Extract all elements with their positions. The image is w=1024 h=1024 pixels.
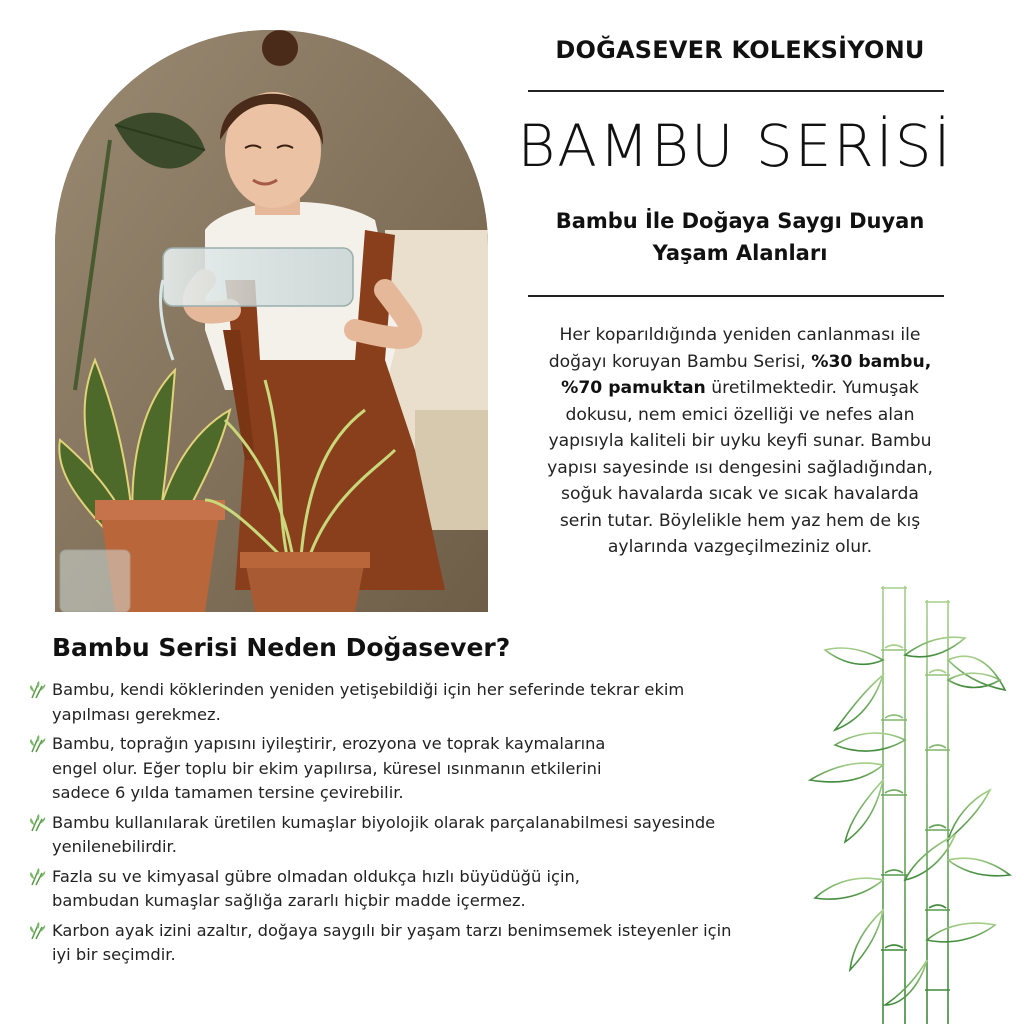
bullet-line: Fazla su ve kimyasal gübre olmadan oldukça hızlı büyüdüğü için, [52, 866, 580, 886]
bullet-line: engel olur. Eğer toplu bir ekim yapılırsa, küresel ısınmanın etkilerini [52, 758, 602, 778]
bullet-line: iyi bir seçimdir. [52, 945, 176, 964]
description-line: Her koparıldığında yeniden canlanması ile [559, 325, 921, 345]
description-line: %70 pamuktan üretilmektedir. Yumuşak [561, 378, 919, 398]
divider-bottom [528, 295, 944, 297]
list-item [28, 919, 828, 968]
bamboo-leaf-icon [28, 813, 48, 833]
benefits-list [28, 678, 828, 973]
hero-photo [55, 30, 488, 612]
list-item [28, 865, 828, 914]
why-section-title: Bambu Serisi Neden Doğasever? [52, 633, 511, 662]
subtitle-line-1: Bambu İle Doğaya Saygı Duyan [555, 209, 925, 233]
bullet-line: yenilenebilirdir. [52, 837, 177, 856]
bullet-line: bambudan kumaşlar sağlığa zararlı hiçbir madde içermez. [52, 891, 526, 910]
description-line: soğuk havalarda sıcak ve sıcak havalarda [561, 484, 919, 504]
list-item [28, 732, 828, 806]
list-item [28, 678, 828, 727]
collection-name: DOĞASEVER KOLEKSİYONU [555, 36, 925, 64]
cotton-percentage: %70 pamuktan [561, 378, 706, 398]
bullet-line: Karbon ayak izini azaltır, doğaya saygılı bir yaşam tarzı benimsemek isteyenler için [52, 920, 732, 940]
bamboo-stalks-illustration [805, 580, 1020, 1024]
subtitle [505, 205, 975, 269]
bamboo-leaf-icon [28, 921, 48, 941]
description-line: doğayı koruyan Bambu Serisi, %30 bambu, [548, 351, 932, 372]
bullet-line: yapılması gerekmez. [52, 704, 221, 724]
bamboo-leaf-icon [28, 867, 48, 887]
bullet-line: Bambu kullanılarak üretilen kumaşlar biyolojik olarak parçalanabilmesi sayesinde [52, 812, 716, 832]
description-paragraph [500, 322, 980, 561]
description-line: dokusu, nem emici özelliği ve nefes alan [565, 404, 915, 425]
bullet-line: Bambu, kendi köklerinden yeniden yetişebildiği için her seferinde tekrar ekim [52, 680, 685, 699]
divider-top [528, 90, 944, 92]
bamboo-leaf-icon [28, 680, 48, 700]
description-line: yapısı sayesinde ısı dengesini sağladığından, [547, 457, 933, 478]
description-line: yapısıyla kaliteli bir uyku keyfi sunar. Bambu [548, 431, 932, 451]
bullet-line: sadece 6 yılda tamamen tersine çevirebilir. [52, 783, 404, 802]
bullet-line: Bambu, toprağın yapısını iyileştirir, erozyona ve toprak kaymalarına [52, 734, 606, 753]
description-line: serin tutar. Böylelikle hem yaz hem de kış [559, 510, 921, 531]
description-line: aylarında vazgeçilmeziniz olur. [607, 537, 873, 557]
bamboo-leaf-icon [28, 734, 48, 754]
list-item [28, 811, 828, 860]
subtitle-line-2: Yaşam Alanları [652, 241, 828, 265]
bamboo-percentage: %30 bambu, [811, 351, 932, 372]
series-title: BAMBU SERİSİ [517, 112, 953, 180]
woman-watering-plants-image [55, 30, 488, 612]
